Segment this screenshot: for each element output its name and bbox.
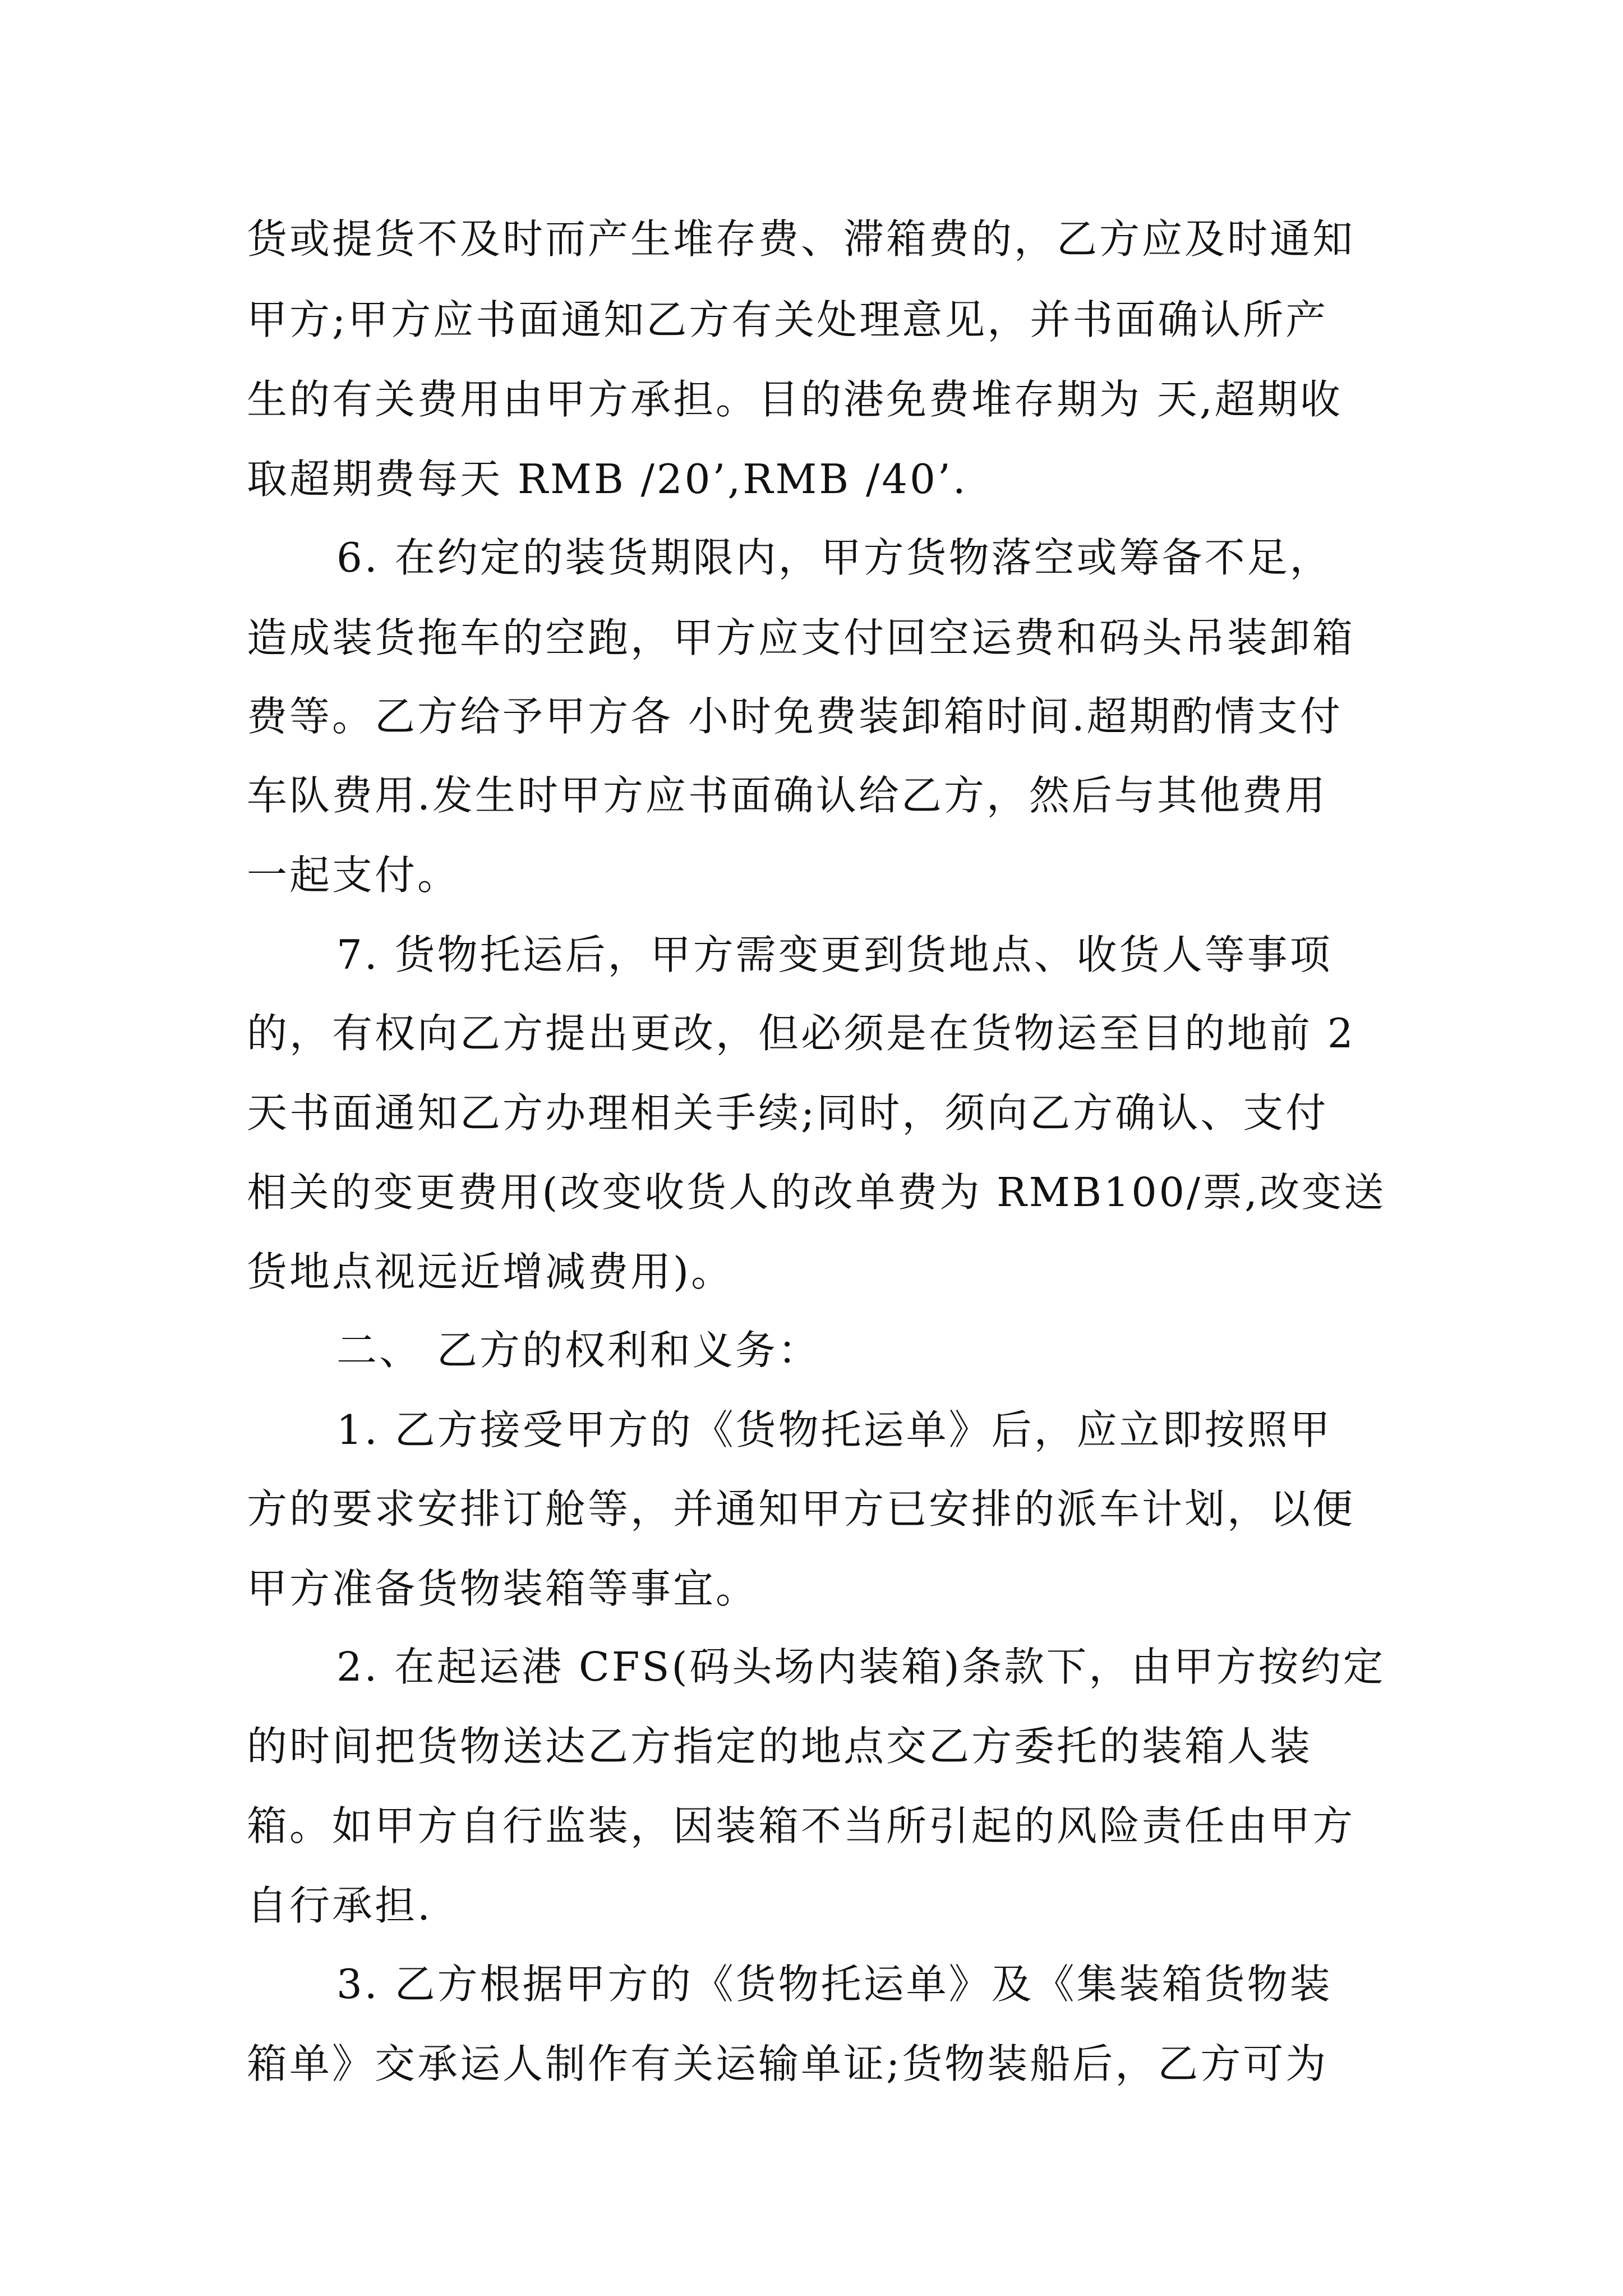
text-line: 的时间把货物送达乙方指定的地点交乙方委托的装箱人装 (247, 1723, 1313, 1770)
text-line: 货或提货不及时而产生堆存费、滞箱费的，乙方应及时通知 (247, 215, 1355, 263)
paragraph-start-2: 2. 在起运港 CFS(码头场内装箱)条款下，由甲方按约定 (336, 1644, 1386, 1690)
text-line: 货地点视远近增减费用)。 (247, 1248, 734, 1295)
text-line: 的，有权向乙方提出更改，但必须是在货物运至目的地前 2 (247, 1010, 1355, 1057)
text-line: 甲方;甲方应书面通知乙方有关处理意见，并书面确认所产 (247, 296, 1329, 343)
text-line: 费等。乙方给予甲方各 小时免费装卸箱时间.超期酌情支付 (247, 693, 1343, 740)
paragraph-start-1: 1. 乙方接受甲方的《货物托运单》后，应立即按照甲 (336, 1406, 1332, 1453)
section-heading: 二、 乙方的权利和义务： (336, 1327, 820, 1374)
text-line: 造成装货拖车的空跑，甲方应支付回空运费和码头吊装卸箱 (247, 614, 1355, 661)
paragraph-start-7: 7. 货物托运后，甲方需变更到货地点、收货人等事项 (336, 931, 1332, 978)
text-line: 车队费用.发生时甲方应书面确认给乙方，然后与其他费用 (247, 772, 1327, 819)
text-line: 一起支付。 (247, 852, 460, 899)
paragraph-start-6: 6. 在约定的装货期限内，甲方货物落空或筹备不足， (336, 534, 1332, 581)
text-line: 天书面通知乙方办理相关手续;同时，须向乙方确认、支付 (247, 1089, 1329, 1137)
text-line: 甲方准备货物装箱等事宜。 (247, 1565, 759, 1612)
paragraph-start-3: 3. 乙方根据甲方的《货物托运单》及《集装箱货物装 (336, 1961, 1332, 2008)
text-line: 箱。如甲方自行监装，因装箱不当所引起的风险责任由甲方 (247, 1802, 1355, 1849)
text-line: 生的有关费用由甲方承担。目的港免费堆存期为 天,超期收 (247, 376, 1343, 423)
text-line: 方的要求安排订舱等，并通知甲方已安排的派车计划，以便 (247, 1485, 1355, 1533)
text-line: 取超期费每天 RMB /20’,RMB /40’. (247, 455, 968, 503)
text-line: 箱单》交承运人制作有关运输单证;货物装船后，乙方可为 (247, 2040, 1329, 2087)
text-line: 相关的变更费用(改变收货人的改单费为 RMB100/票,改变送 (247, 1169, 1386, 1216)
text-line: 自行承担. (247, 1882, 432, 1929)
